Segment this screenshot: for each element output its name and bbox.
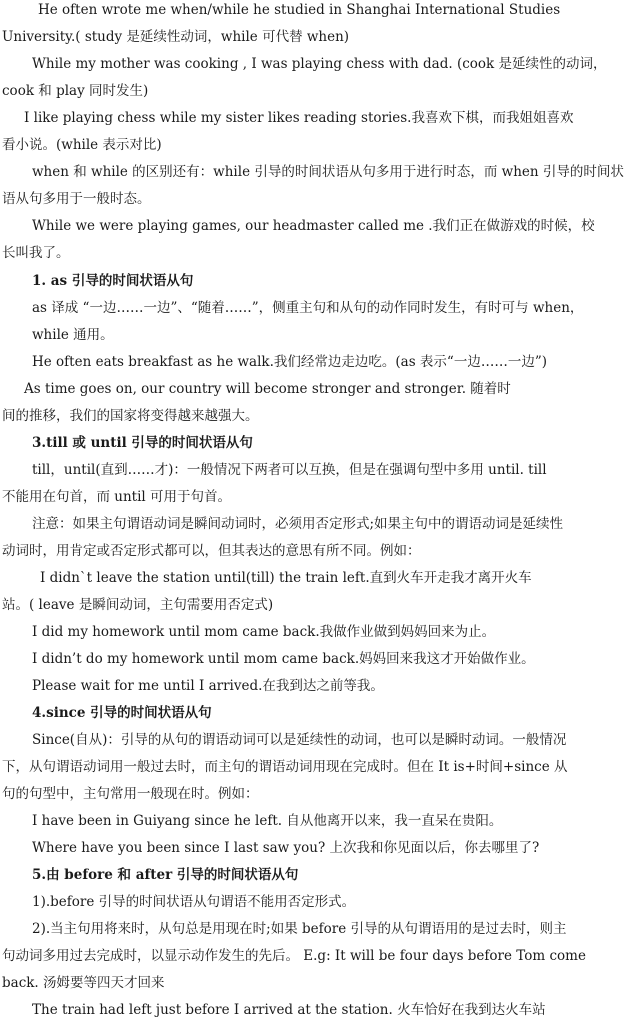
text-line: as 译成 “一边……一边”、“随着……”，侧重主句和从句的动作同时发生，有时可与 when， — [32, 300, 584, 316]
text-line: Where have you been since I last saw you? 上次我和你见面以后，你去哪里了? — [32, 840, 540, 856]
text-line: 看小说。(while 表示对比) — [2, 137, 162, 153]
text-line: While my mother was cooking , I was playing chess with dad. (cook 是延续性的动词， — [32, 56, 607, 72]
text-line: As time goes on, our country will become stronger and stronger. 随着时 — [24, 381, 511, 397]
section-heading-since: 4.since 引导的时间状语从句 — [32, 705, 212, 721]
section-heading-till-until: 3.till 或 until 引导的时间状语从句 — [32, 435, 253, 451]
text-line: 2).当主句用将来时，从句总是用现在时;如果 before 引导的从句谓语用的是过去时，则主 — [32, 921, 567, 937]
text-line: I like playing chess while my sister likes reading stories.我喜欢下棋，而我姐姐喜欢 — [24, 110, 574, 126]
text-line: 动词时，用肯定或否定形式都可以，但其表达的意思有所不同。例如： — [2, 543, 421, 559]
text-line: He often eats breakfast as he walk.我们经常边走边吃。(as 表示“一边……一边”) — [32, 354, 548, 370]
text-line: 句的句型中，主句常用一般现在时。例如： — [2, 786, 259, 802]
text-line: University.( study 是延续性动词，while 可代替 when) — [2, 29, 350, 45]
text-line: when 和 while 的区别还有：while 引导的时间状语从句多用于进行时态，而 when 引导的时间状 — [32, 164, 624, 180]
text-line: Since(自从)：引导的从句的谓语动词可以是延续性的动词，也可以是瞬时动词。一般情况 — [32, 732, 567, 748]
text-line: 下，从句谓语动词用一般过去时，而主句的谓语动词用现在完成时。但在 It is+时间+since 从 — [2, 759, 568, 775]
text-line: Please wait for me until I arrived.在我到达之前等我。 — [32, 678, 384, 694]
text-line: 注意：如果主句谓语动词是瞬间动词时，必须用否定形式;如果主句中的谓语动词是延续性 — [32, 516, 564, 532]
text-line: 站。( leave 是瞬间动词，主句需要用否定式) — [2, 597, 274, 613]
text-line: I did my homework until mom came back.我做作业做到妈妈回来为止。 — [32, 624, 496, 640]
text-line: 语从句多用于一般时态。 — [2, 191, 151, 207]
text-line: 不能用在句首，而 until 可用于句首。 — [2, 489, 232, 505]
text-line: He often wrote me when/while he studied in Shanghai International Studies — [38, 2, 561, 18]
text-line: 句动词多用过去完成时，以显示动作发生的先后。 E.g: It will be four days before Tom come — [2, 948, 586, 964]
section-heading-before-after: 5.由 before 和 after 引导的时间状语从句 — [32, 867, 299, 883]
text-line: back. 汤姆要等四天才回来 — [2, 975, 165, 991]
text-line: I didn`t leave the station until(till) the train left.直到火车开走我才离开火车 — [40, 570, 532, 586]
text-line: while 通用。 — [32, 327, 114, 343]
text-line: The train had left just before I arrived at the station. 火车恰好在我到达火车站 — [32, 1002, 546, 1018]
text-line: 1).before 引导的时间状语从句谓语不能用否定形式。 — [32, 894, 356, 910]
text-line: I didn’t do my homework until mom came back.妈妈回来我这才开始做作业。 — [32, 651, 535, 667]
text-line: cook 和 play 同时发生) — [2, 83, 149, 99]
text-line: 间的推移，我们的国家将变得越来越强大。 — [2, 408, 259, 424]
text-line: till，until(直到……才)：一般情况下两者可以互换，但是在强调句型中多用 until. till — [32, 462, 547, 478]
text-line: While we were playing games, our headmaster called me .我们正在做游戏的时候，校 — [32, 218, 595, 234]
section-heading-as: 1. as 引导的时间状语从句 — [32, 273, 194, 289]
text-line: 长叫我了。 — [2, 245, 70, 261]
text-line: I have been in Guiyang since he left. 自从他离开以来，我一直呆在贵阳。 — [32, 813, 503, 829]
